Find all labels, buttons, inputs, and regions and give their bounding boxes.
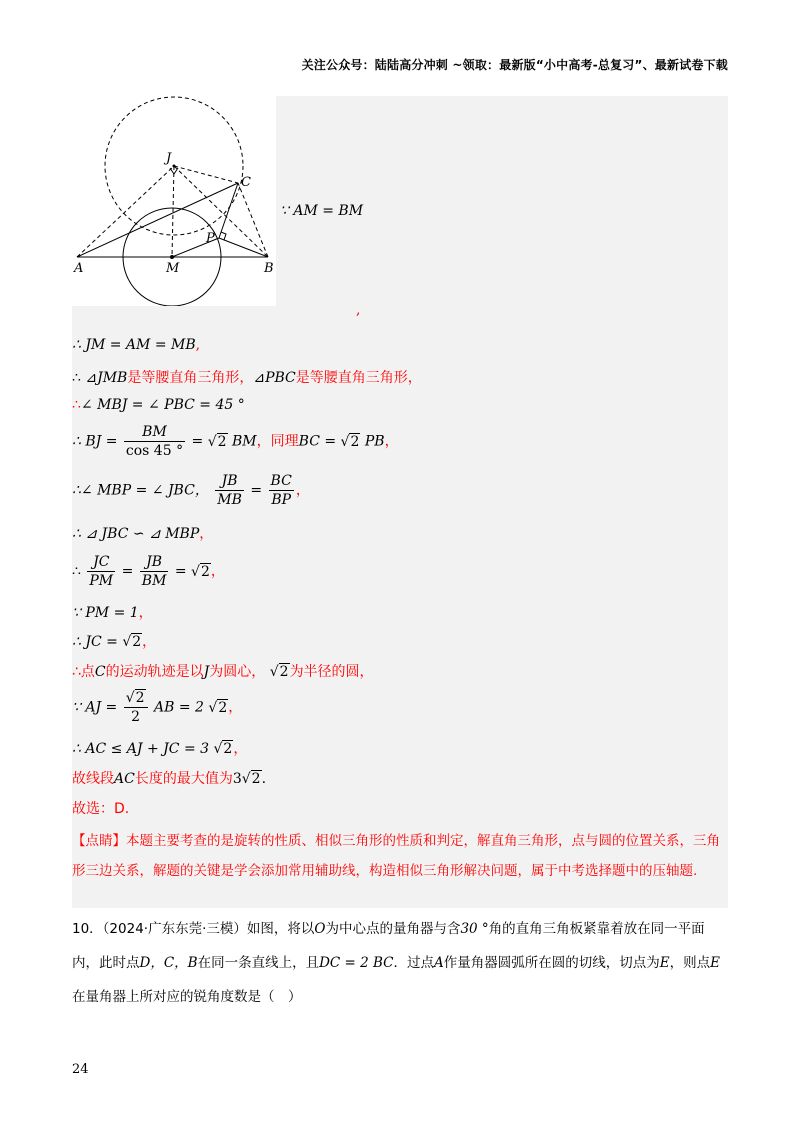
step-2-d: ⊿ <box>253 370 266 386</box>
label-p: P <box>206 231 215 246</box>
comment-tag: 【点睛】 <box>72 833 126 849</box>
step-10-c: 的运动轨迹是以 <box>105 664 204 680</box>
step-8-math: ∵ PM = 1 <box>72 605 139 621</box>
step-10-a: ∴点 <box>72 664 95 680</box>
step-4-sqrt-1: √2 <box>207 433 227 450</box>
label-m: M <box>166 261 180 276</box>
step-9-b: ， <box>142 634 157 650</box>
step-5-fraction-2: $\frac{BC}{BP}$ <box>270 473 292 508</box>
step-10-f: 为半径的圆， <box>289 664 374 680</box>
step-4-e: BC = <box>298 433 337 450</box>
step-4-sqrt-2: √2 <box>340 433 360 450</box>
step-13 <box>72 768 266 788</box>
step-10 <box>72 661 374 681</box>
step-12-sqrt: √2 <box>213 741 233 757</box>
segment-pb <box>219 238 268 257</box>
step-2-c: 是等腰直角三角形， <box>127 370 254 386</box>
step-1 <box>72 337 200 353</box>
step-7-fraction-2: $\frac{JB}{BM}$ <box>141 554 167 589</box>
label-c: C <box>241 175 251 190</box>
step-4-f: PB <box>364 433 385 450</box>
step-8-end: ， <box>138 605 153 621</box>
step-3-b: ∠ MBJ = ∠ PBC = 45 ° <box>80 397 245 413</box>
step-4-b: = <box>191 433 204 450</box>
step-10-d: J <box>203 664 210 680</box>
step-4-g: ， <box>384 433 399 450</box>
step-12-a: ∴ AC ≤ AJ + JC = 3 <box>72 741 210 757</box>
statement-am-eq-bm: ∵ AM = BM <box>280 203 364 219</box>
step-4-c: BM <box>232 433 257 450</box>
comment-body: 本题主要考查的是旋转的性质、相似三角形的性质和判定，解直角三角形，点与圆的位置关系，三角形三边关系，解题的关键是学会添加常用辅助线，构造相似三角形解决问题，属于中考选择题中的压轴题. <box>72 833 720 879</box>
step-1-math: ∴ JM = AM = MB <box>72 337 196 353</box>
step-3 <box>72 397 245 413</box>
label-b: B <box>264 261 274 276</box>
step-9-a: ∴ JC = <box>72 634 118 650</box>
step-13-c: 长度的最大值为 <box>134 771 233 787</box>
step-2-a: ∴ ⊿ <box>72 370 98 386</box>
step-3-a: ∴ <box>72 397 81 413</box>
step-4 <box>72 423 399 460</box>
page-number: 24 <box>72 1062 89 1077</box>
step-5-b: = <box>250 482 263 499</box>
step-7-sqrt: √2 <box>191 563 210 580</box>
label-a: A <box>74 261 84 276</box>
step-2-f: 是等腰直角三角形， <box>295 370 422 386</box>
step-13-b: AC <box>114 771 135 787</box>
step-2 <box>72 367 422 387</box>
step-11-c: ， <box>228 699 243 716</box>
step-7-b: = <box>121 563 134 580</box>
step-10-e: 为圆心， <box>209 664 266 680</box>
step-7-c: = <box>174 563 187 580</box>
step-7 <box>72 553 225 590</box>
point-j <box>173 165 176 168</box>
step-7-d: ， <box>210 563 225 580</box>
step-5-fraction-1: $\frac{JB}{MB}$ <box>217 473 242 508</box>
step-5 <box>72 472 310 509</box>
step-10-sqrt: √2 <box>269 664 289 680</box>
step-11-fraction: $\frac{√2}{2}$ <box>124 689 148 726</box>
step-10-b: C <box>94 664 106 680</box>
step-5-c: ， <box>295 482 310 499</box>
step-13-d: 3 <box>232 771 242 787</box>
step-8 <box>72 602 153 622</box>
segment-jc <box>174 166 238 183</box>
comment-block <box>72 826 722 886</box>
step-6-math: ∴ ⊿ JBC ∽ ⊿ MBP <box>72 526 200 542</box>
geometry-diagram <box>72 96 276 306</box>
step-13-a: 故线段 <box>72 771 114 787</box>
step-4-fraction: $\frac{BM}{\cos 45 ^\circ}$ <box>125 424 184 459</box>
step-11 <box>72 689 242 726</box>
point-m <box>170 255 174 259</box>
segment-aj <box>77 166 174 257</box>
segment-bc <box>238 183 268 257</box>
step-14: 故选：D. <box>72 801 130 817</box>
step-9 <box>72 631 156 651</box>
step-7-fraction-1: $\frac{JC}{PM}$ <box>89 554 114 589</box>
step-6 <box>72 523 213 543</box>
geometry-figure <box>72 96 276 306</box>
step-11-sqrt: √2 <box>208 699 228 716</box>
label-j: J <box>166 151 172 166</box>
page-header: 关注公众号：陆陆高分冲刺 ~领取：最新版“小中高考-总复习”、最新试卷下载 <box>301 58 728 72</box>
step-11-b: AB = 2 <box>154 699 204 716</box>
step-2-b: JMB <box>97 370 128 386</box>
step-12-b: ， <box>233 741 248 757</box>
step-13-e: . <box>261 771 267 787</box>
step-4-d: ，同理 <box>256 433 299 450</box>
step-13-sqrt: √2 <box>241 771 261 787</box>
step-11-a: ∵ AJ = <box>72 699 118 716</box>
step-5-a: ∴∠ MBP = ∠ JBC， <box>72 482 209 499</box>
question-10: 10．（2024·广东东莞·三模）如图，将以O为中心点的量角器与含30 °角的直角三角板紧靠着放在同一平面内，此时点D，C，B在同一条直线上，且DC = 2 BC．过点A作量角器圆弧所在圆的切线，切点为E，则点E在量角器上所对应的锐角度数是（ ） <box>72 921 720 1005</box>
step-12 <box>72 738 247 758</box>
stray-comma: , <box>356 302 361 318</box>
step-4-a: ∴ BJ = <box>72 433 118 450</box>
step-1-end: , <box>195 337 201 353</box>
step-9-sqrt: √2 <box>122 634 142 650</box>
step-7-a: ∴ <box>72 563 81 580</box>
step-2-e: PBC <box>265 370 296 386</box>
segment-jb <box>174 166 268 257</box>
segment-jm <box>172 166 174 257</box>
segment-cp <box>219 183 238 238</box>
step-6-end: ， <box>199 526 214 542</box>
